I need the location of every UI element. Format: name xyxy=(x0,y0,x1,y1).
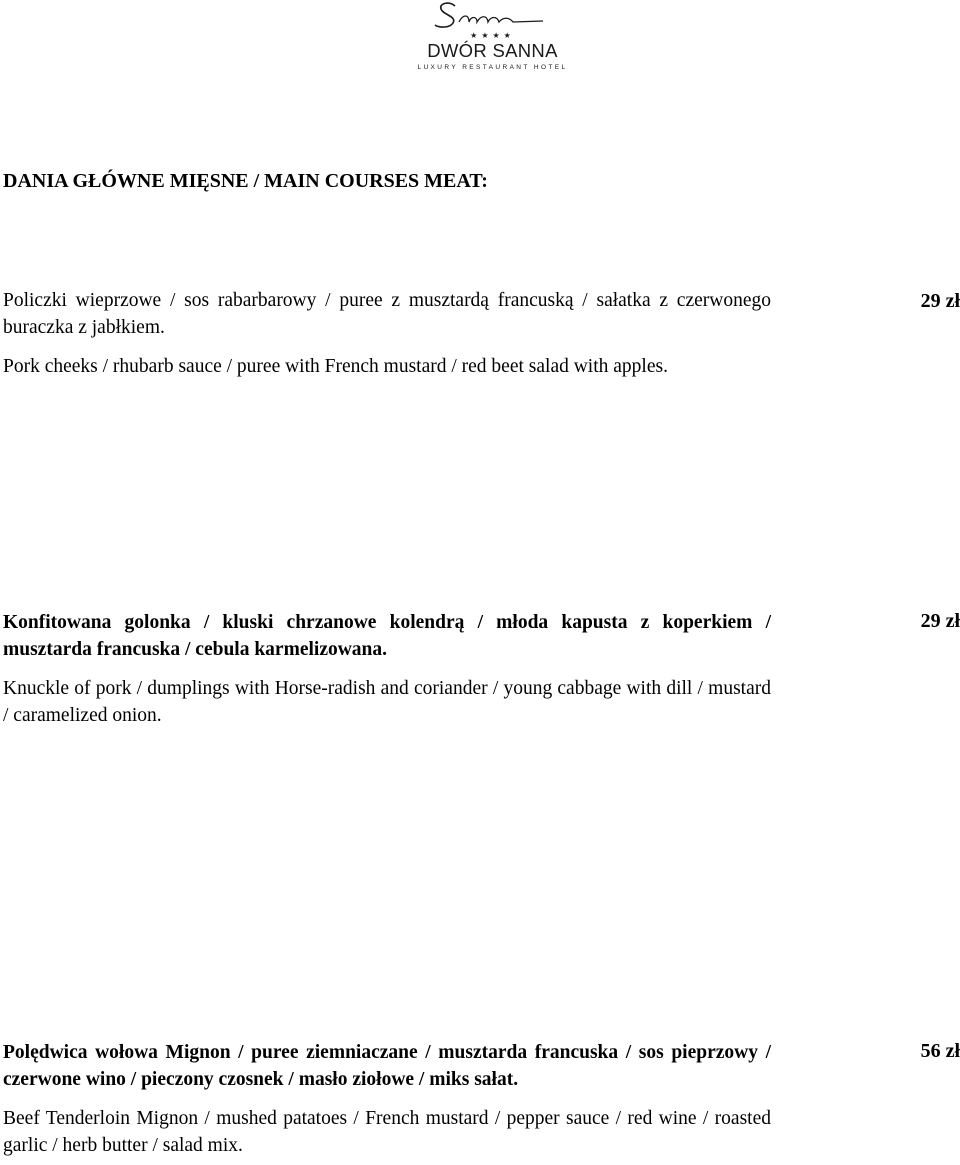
menu-item-beef-tenderloin xyxy=(3,1039,771,1159)
menu-item-en-description: Pork cheeks / rhubarb sauce / puree with French mustard / red beet salad with apples. xyxy=(3,356,668,377)
menu-item-pork-cheeks xyxy=(3,287,771,380)
brand-tagline: LUXURY RESTAURANT HOTEL xyxy=(417,64,568,71)
menu-item-en-description: Beef Tenderloin Mignon / mushed patatoes / French mustard / pepper sauce / red wine / roasted garlic / herb butter / salad mix. xyxy=(3,1108,771,1156)
menu-item-pl-description: Policzki wieprzowe / sos rabarbarowy / puree z musztardą francuską / sałatka z czerwonego buraczka z jabłkiem. xyxy=(3,290,771,338)
star-rating: ★★★★ xyxy=(470,31,515,40)
logo xyxy=(405,0,580,76)
menu-item-pork-knuckle xyxy=(3,609,771,729)
menu-item-price: 29 zł xyxy=(920,610,960,632)
brand-name: DWÓR SANNA xyxy=(427,40,558,61)
menu-item-price: 56 zł xyxy=(920,1040,960,1062)
signature-mark-icon xyxy=(423,0,563,32)
menu-item-pl-description: Polędwica wołowa Mignon / puree ziemniaczane / musztarda francuska / sos pieprzowy / czerwone wino / pieczony czosnek / masło ziołowe / miks sałat. xyxy=(3,1042,771,1090)
menu-item-pl-description: Konfitowana golonka / kluski chrzanowe kolendrą / młoda kapusta z koperkiem / musztarda francuska / cebula karmelizowana. xyxy=(3,612,771,660)
menu-item-price: 29 zł xyxy=(920,290,960,312)
section-heading: DANIA GŁÓWNE MIĘSNE / MAIN COURSES MEAT: xyxy=(3,170,488,192)
menu-item-en-description: Knuckle of pork / dumplings with Horse-radish and coriander / young cabbage with dill / mustard / caramelized onion. xyxy=(3,678,771,726)
